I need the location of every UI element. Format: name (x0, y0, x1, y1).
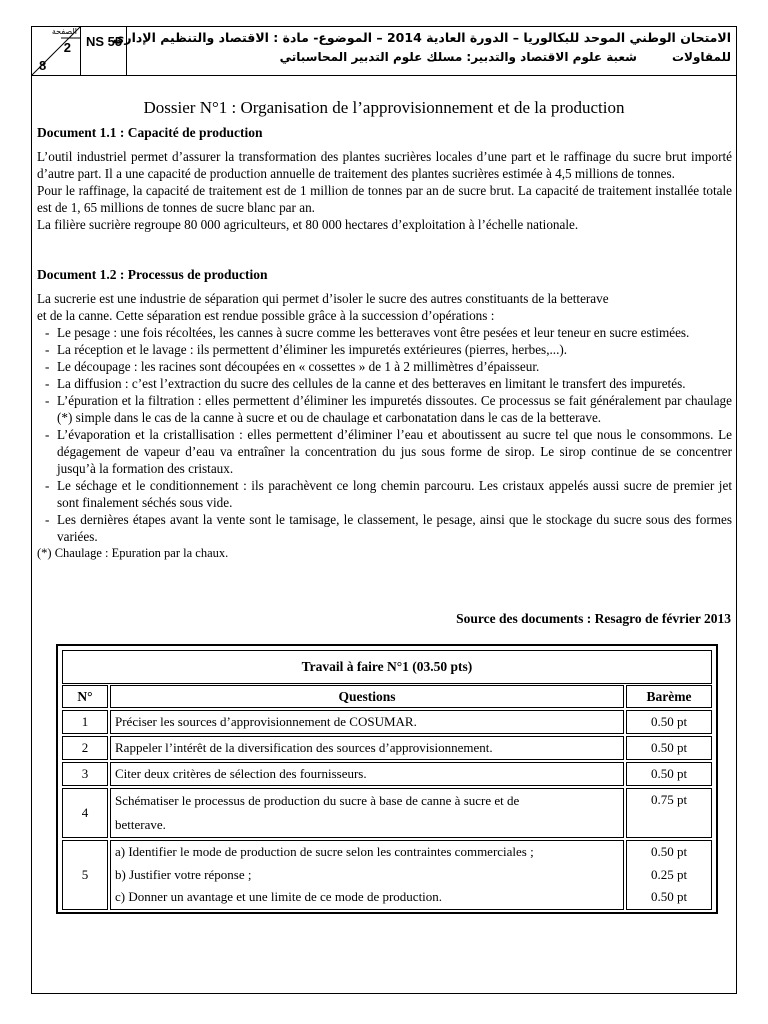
process-step: - Le pesage : une fois récoltées, les cannes à sucre comme les betteraves vont être pesées et leur teneur en sucre estimées. (37, 324, 732, 341)
exam-code: NS 55 (81, 26, 127, 76)
question-number: 3 (62, 762, 108, 786)
process-step: - Les dernières étapes avant la vente sont le tamisage, le classement, le pesage, ainsi que le stockage du sucre sous des formes variées. (37, 511, 732, 545)
col-header-questions: Questions (110, 685, 624, 708)
process-step: - L’épuration et la filtration : elles permettent d’éliminer les impuretés dissoutes. Ce processus se fait généralement par chaulage (*) simple dans le cas de la canne à sucre et ou de chaulage et carbonatation dans le cas de la betterave. (37, 392, 732, 426)
question-text-line: betterave. (115, 817, 166, 832)
doc2-body (37, 290, 732, 562)
doc1-heading: Document 1.1 : Capacité de production (37, 125, 263, 140)
dossier-title (0, 98, 768, 118)
question-text (110, 788, 624, 838)
col-header-number: N° (62, 685, 108, 708)
question-text: Rappeler l’intérêt de la diversification des sources d’approvisionnement. (110, 736, 624, 760)
page-total: 8 (39, 58, 47, 73)
process-step: - La diffusion : c’est l’extraction du sucre des cellules de la canne et des betteraves en limitant le transfert des impuretés. (37, 375, 732, 392)
arabic-header-line2-end: للمقاولات (671, 50, 731, 64)
question-number: 1 (62, 710, 108, 734)
question-subpart: a) Identifier le mode de production de sucre selon les contraintes commerciales ; (115, 844, 534, 859)
process-step: - Le découpage : les racines sont découpées en « cossettes » de 1 à 2 millimètres d’épaisseur. (37, 358, 732, 375)
question-number: 2 (62, 736, 108, 760)
question-text (110, 840, 624, 910)
question-text-line: Schématiser le processus de production du sucre à base de canne à sucre et de (115, 793, 520, 808)
question-number: 4 (62, 788, 108, 838)
subpart-points: 0.25 pt (650, 866, 688, 882)
question-text: Préciser les sources d’approvisionnement de COSUMAR. (110, 710, 624, 734)
col-header-bareme: Barème (626, 685, 712, 708)
question-points: 0.50 pt (626, 710, 712, 734)
doc1-paragraph: L’outil industriel permet d’assurer la transformation des plantes sucrières locales d’une part et le raffinage du sucre brut importé d’autre part. Il a une capacité de production annuelle de traitement des plantes sucrières estimée à 4,5 millions de tonnes. (37, 149, 732, 181)
page-number-box (31, 26, 81, 76)
arabic-header-line1: الامتحان الوطني الموحد للبكالوريا – الدورة العادية 2014 – الموضوع- مادة : الاقتصاد والتنظيم الإداري (112, 30, 731, 45)
doc1-paragraph: Pour le raffinage, la capacité de traitement est de 1 million de tonnes par an de sucre brut. La capacité de traitement installée totale est de 1, 65 millions de tonnes de sucre blanc par an. (37, 183, 732, 215)
question-points: 0.50 pt (626, 762, 712, 786)
doc1-paragraph: La filière sucrière regroupe 80 000 agriculteurs, et 80 000 hectares d’exploitation à l’échelle nationale. (37, 217, 579, 232)
doc2-intro-line: La sucrerie est une industrie de séparation qui permet d’isoler le sucre des autres constituants de la betterave (37, 291, 609, 306)
question-subpart: b) Justifier votre réponse ; (115, 866, 252, 882)
process-step: - La réception et le lavage : ils permettent d’éliminer les impuretés extérieures (pierres, herbes,...). (37, 341, 732, 358)
question-text: Citer deux critères de sélection des fournisseurs. (110, 762, 624, 786)
question-points (626, 840, 712, 910)
process-steps-list (37, 324, 732, 545)
documents-source: Source des documents : Resagro de février 2013 (456, 611, 731, 626)
dossier-prefix: Dossier N°1 : (143, 98, 241, 117)
question-points: 0.50 pt (626, 736, 712, 760)
doc2-heading: Document 1.2 : Processus de production (37, 267, 268, 282)
doc1-body (37, 148, 732, 233)
arabic-header-line2: شعبة علوم الاقتصاد والتدبير: مسلك علوم التدبير المحاسباتي (279, 50, 637, 64)
question-number: 5 (62, 840, 108, 910)
task-table (56, 644, 718, 914)
dossier-title-text: Organisation de l’approvisionnement et de la production (240, 98, 625, 117)
question-subpart: c) Donner un avantage et une limite de ce mode de production. (115, 889, 443, 904)
exam-header (31, 26, 737, 76)
page-label: الصفحة (51, 27, 77, 36)
process-step: - Le séchage et le conditionnement : ils parachèvent ce long chemin parcouru. Les cristaux appelés aussi sucre de premier jet sont finalement séchés sous vide. (37, 477, 732, 511)
subpart-points: 0.50 pt (650, 844, 688, 859)
task-title: Travail à faire N°1 (03.50 pts) (62, 650, 712, 684)
question-points: 0.75 pt (626, 788, 712, 838)
doc2-intro-line: et de la canne. Cette séparation est rendue possible grâce à la succession d’opérations : (37, 308, 495, 323)
footnote: (*) Chaulage : Epuration par la chaux. (37, 546, 229, 560)
subpart-points: 0.50 pt (650, 889, 688, 904)
process-step: - L’évaporation et la cristallisation : elles permettent d’éliminer l’eau et aboutissent au sucre tel que nous le consommons. Le dégagement de vapeur d’eau va entraîner la concentration du jus sous forme de sirop. Le sirop continue de se concentrer jusqu’à la formation des cristaux. (37, 426, 732, 477)
page-number: 2 (63, 40, 71, 55)
arabic-header (112, 26, 737, 76)
